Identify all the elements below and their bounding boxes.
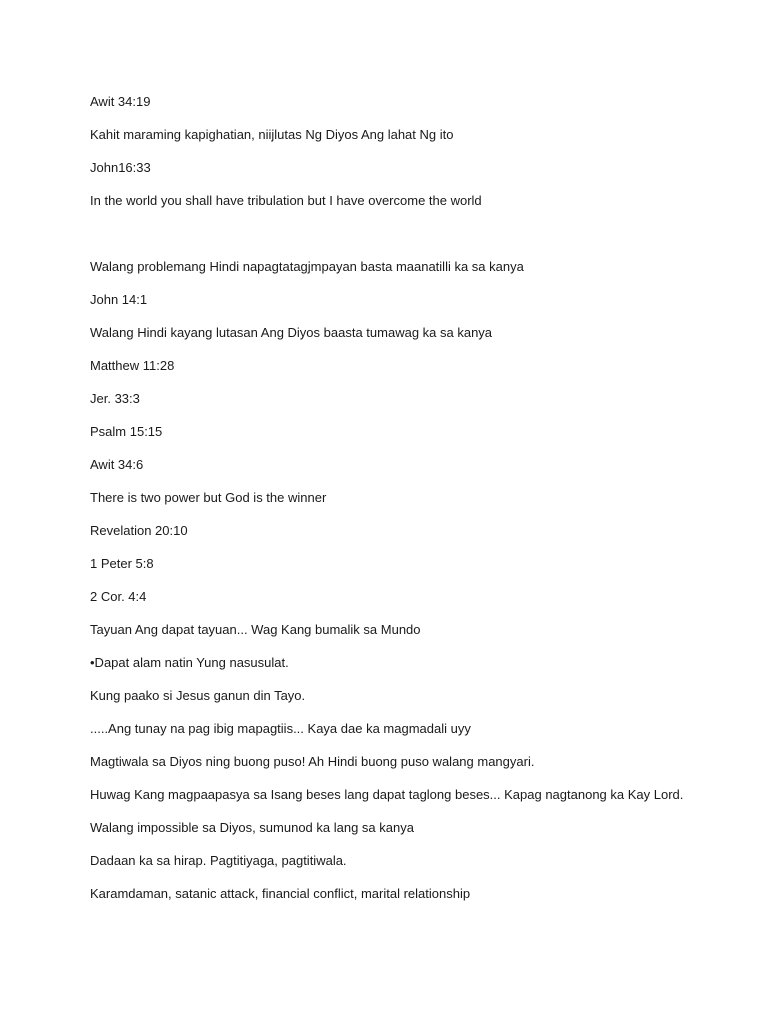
text-line: In the world you shall have tribulation but I have overcome the world: [90, 193, 482, 208]
text-line: Karamdaman, satanic attack, financial conflict, marital relationship: [90, 886, 471, 901]
text-line: John 14:1: [90, 292, 148, 307]
text-line: Walang problemang Hindi napagtatagjmpayan basta maanatilli ka sa kanya: [90, 259, 524, 274]
text-line: John16:33: [90, 160, 151, 175]
text-line: 1 Peter 5:8: [90, 556, 154, 571]
text-line: .....Ang tunay na pag ibig mapagtiis... Kaya dae ka magmadali uyy: [90, 721, 471, 736]
text-line: Walang impossible sa Diyos, sumunod ka lang sa kanya: [90, 820, 414, 835]
text-line: Jer. 33:3: [90, 391, 140, 406]
blank-line: [90, 225, 730, 258]
text-line: 2 Cor. 4:4: [90, 589, 147, 604]
text-line: Walang Hindi kayang lutasan Ang Diyos baasta tumawag ka sa kanya: [90, 325, 493, 340]
text-line: Huwag Kang magpaapasya sa Isang beses lang dapat taglong beses... Kapag nagtanong ka Kay Lord.: [90, 787, 684, 802]
text-line: Psalm 15:15: [90, 424, 163, 439]
document-body: [90, 93, 730, 918]
text-line: Tayuan Ang dapat tayuan... Wag Kang bumalik sa Mundo: [90, 622, 421, 637]
text-line: Awit 34:6: [90, 457, 144, 472]
text-line: There is two power but God is the winner: [90, 490, 327, 505]
bullet-line: •Dapat alam natin Yung nasusulat.: [90, 655, 289, 670]
text-line: Magtiwala sa Diyos ning buong puso! Ah Hindi buong puso walang mangyari.: [90, 754, 535, 769]
text-line: Revelation 20:10: [90, 523, 188, 538]
text-line: Matthew 11:28: [90, 358, 175, 373]
text-line: Kung paako si Jesus ganun din Tayo.: [90, 688, 306, 703]
text-line: Kahit maraming kapighatian, niijlutas Ng Diyos Ang lahat Ng ito: [90, 127, 454, 142]
text-line: Awit 34:19: [90, 94, 151, 109]
text-line: Dadaan ka sa hirap. Pagtitiyaga, pagtitiwala.: [90, 853, 347, 868]
